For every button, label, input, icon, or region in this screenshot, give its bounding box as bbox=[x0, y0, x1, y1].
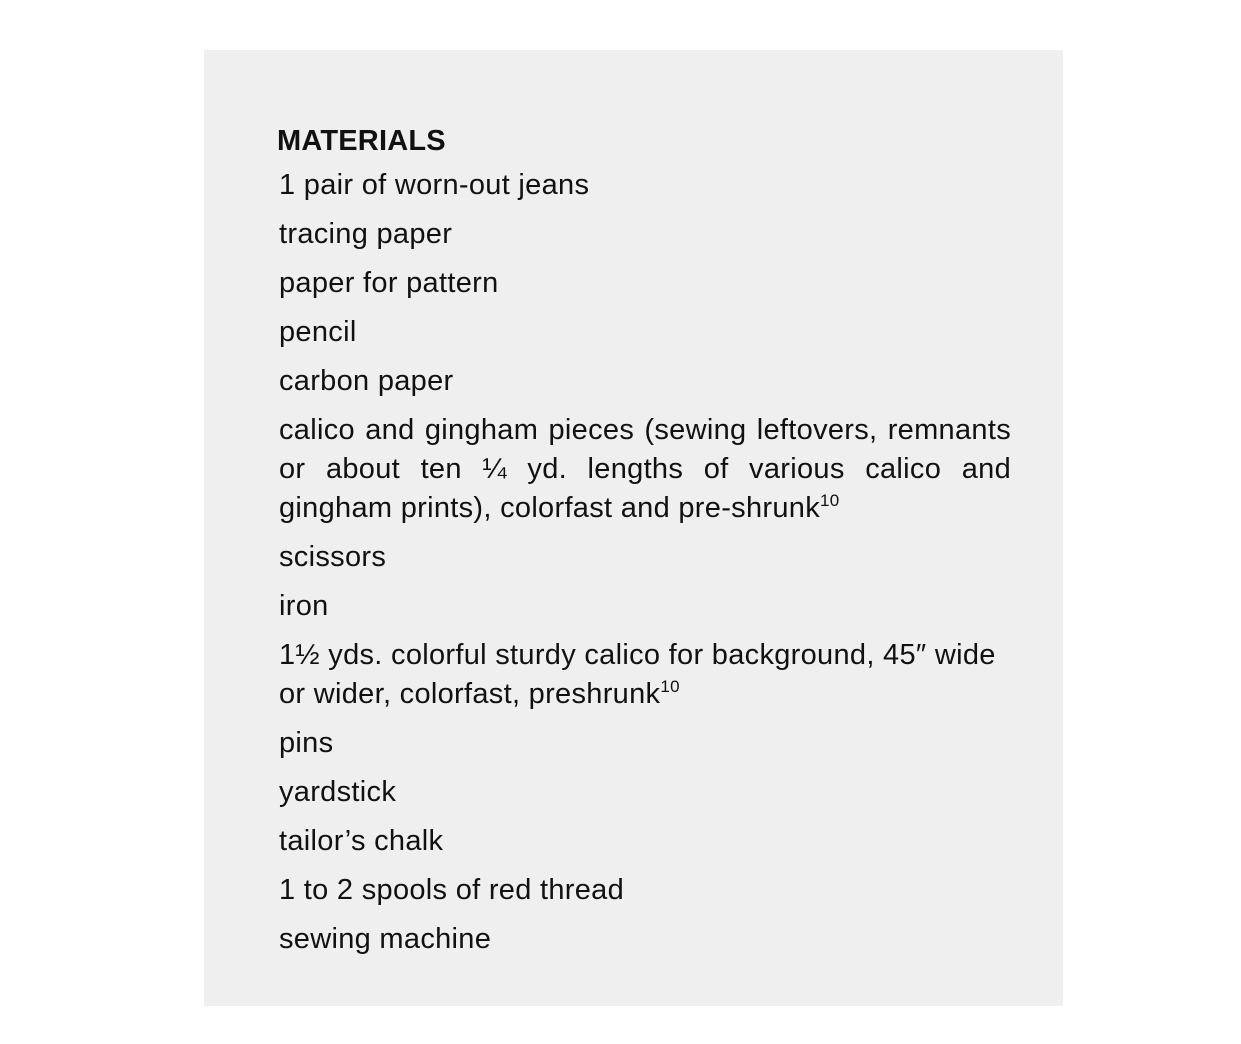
list-item bbox=[279, 822, 1011, 861]
item-text: paper for pattern bbox=[279, 267, 499, 299]
item-text: sewing machine bbox=[279, 923, 492, 955]
item-text: tailor’s chalk bbox=[279, 825, 444, 857]
footnote-ref: 10 bbox=[660, 677, 680, 696]
item-text: carbon paper bbox=[279, 365, 454, 397]
list-item bbox=[279, 636, 1011, 714]
list-item bbox=[279, 313, 1011, 352]
item-text: scissors bbox=[279, 541, 387, 573]
item-text: pencil bbox=[279, 316, 357, 348]
list-item bbox=[279, 538, 1011, 577]
item-text: 1 pair of worn-out jeans bbox=[279, 169, 590, 201]
list-item bbox=[279, 166, 1011, 205]
list-item bbox=[279, 362, 1011, 401]
item-text: 1½ yds. colorful sturdy calico for background, 45″ wide or wider, colorfast, preshrunk bbox=[279, 639, 996, 710]
list-item bbox=[279, 773, 1011, 812]
footnote-ref: 10 bbox=[820, 491, 840, 510]
list-item bbox=[279, 264, 1011, 303]
list-item bbox=[279, 724, 1011, 763]
item-text: pins bbox=[279, 727, 334, 759]
materials-list bbox=[277, 122, 1011, 969]
item-text: 1 to 2 spools of red thread bbox=[279, 874, 625, 906]
section-heading: MATERIALS bbox=[277, 125, 446, 157]
list-item bbox=[279, 920, 1011, 959]
item-text: yardstick bbox=[279, 776, 397, 808]
item-text: iron bbox=[279, 590, 329, 622]
list-item bbox=[279, 215, 1011, 254]
list-item bbox=[279, 411, 1011, 528]
list-item bbox=[279, 871, 1011, 910]
list-item bbox=[279, 587, 1011, 626]
item-text: calico and gingham pieces (sewing leftovers, remnants or about ten ¼ yd. lengths of various calico and gingham prints), colorfast and pre-shrunk bbox=[279, 414, 1011, 524]
item-text: tracing paper bbox=[279, 218, 453, 250]
